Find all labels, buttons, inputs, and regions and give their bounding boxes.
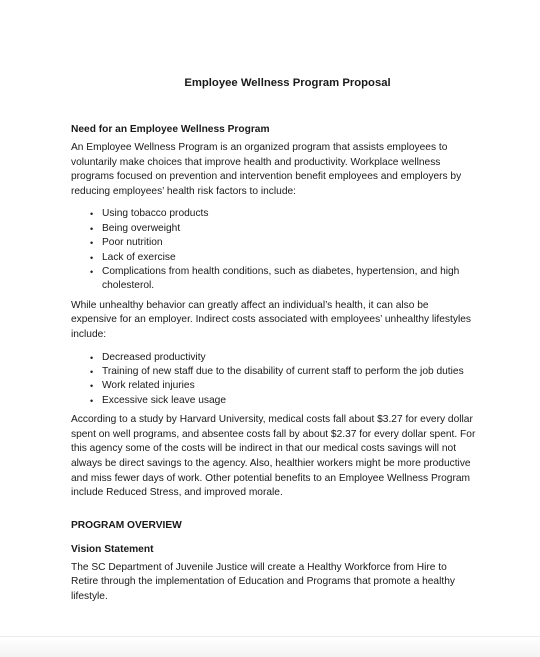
bullet-icon: • xyxy=(90,381,94,392)
bullet-icon: • xyxy=(90,395,94,406)
list-item-text: Complications from health conditions, such as diabetes, hypertension, and high cholesterol. xyxy=(102,266,460,292)
study-paragraph: According to a study by Harvard University, medical costs fall about $3.27 for every dollar spent on well programs, and absentee costs fall by about $2.37 for every dollar spent. For this agency some of the costs will be indirect in that our medical costs savings will not always be direct savings to the agency. Also, healthier workers might be more productive and miss fewer days of work. Other potential benefits to an Employee Wellness Program include Reduced Stress, and improved morale. xyxy=(71,414,476,499)
list-item xyxy=(90,236,476,250)
vision-statement-heading: Vision Statement xyxy=(71,543,154,555)
risk-factors-list xyxy=(71,207,476,293)
list-item-text: Decreased productivity xyxy=(102,351,206,363)
list-item xyxy=(90,222,476,236)
bullet-icon: • xyxy=(90,209,94,220)
list-item-text: Using tobacco products xyxy=(102,208,209,220)
list-item xyxy=(90,351,476,365)
list-item-text: Training of new staff due to the disability of current staff to perform the job duties xyxy=(102,366,464,377)
document-title: Employee Wellness Program Proposal xyxy=(184,77,391,89)
cost-intro-paragraph: While unhealthy behavior can greatly affect an individual’s health, it can also be expensive for an employer. Indirect costs associated with employees’ unhealthy lifestyles include: xyxy=(71,299,471,340)
list-item xyxy=(90,365,476,379)
list-item-text: Excessive sick leave usage xyxy=(102,394,227,406)
need-heading: Need for an Employee Wellness Program xyxy=(71,124,270,135)
vision-statement-paragraph: The SC Department of Juvenile Justice will create a Healthy Workforce from Hire to Retire through the implementation of Education and Programs that promote a healthy lifestyle. xyxy=(71,561,455,602)
indirect-costs-list xyxy=(71,351,476,409)
list-item-text: Being overweight xyxy=(102,222,181,234)
list-item xyxy=(90,394,476,408)
program-overview-heading: PROGRAM OVERVIEW xyxy=(71,519,182,531)
bullet-icon: • xyxy=(90,267,94,277)
list-item xyxy=(90,265,476,294)
list-item-text: Lack of exercise xyxy=(102,251,176,263)
need-intro-paragraph: An Employee Wellness Program is an organized program that assists employees to voluntarily make choices that improve health and productivity. Workplace wellness programs focused on prevention and intervention benefit employees and employers by reducing employees’ health risk factors to include: xyxy=(71,142,462,197)
section-spacer xyxy=(71,509,476,519)
bullet-icon: • xyxy=(90,223,94,234)
bullet-icon: • xyxy=(90,252,94,263)
bullet-icon: • xyxy=(90,238,94,249)
list-item xyxy=(90,379,476,393)
bullet-icon: • xyxy=(90,352,94,363)
list-item-text: Work related injuries xyxy=(102,380,195,392)
page-bottom-edge xyxy=(0,636,540,657)
list-item xyxy=(90,251,476,265)
bullet-icon: • xyxy=(90,367,94,377)
list-item xyxy=(90,207,476,221)
list-item-text: Poor nutrition xyxy=(102,237,163,249)
